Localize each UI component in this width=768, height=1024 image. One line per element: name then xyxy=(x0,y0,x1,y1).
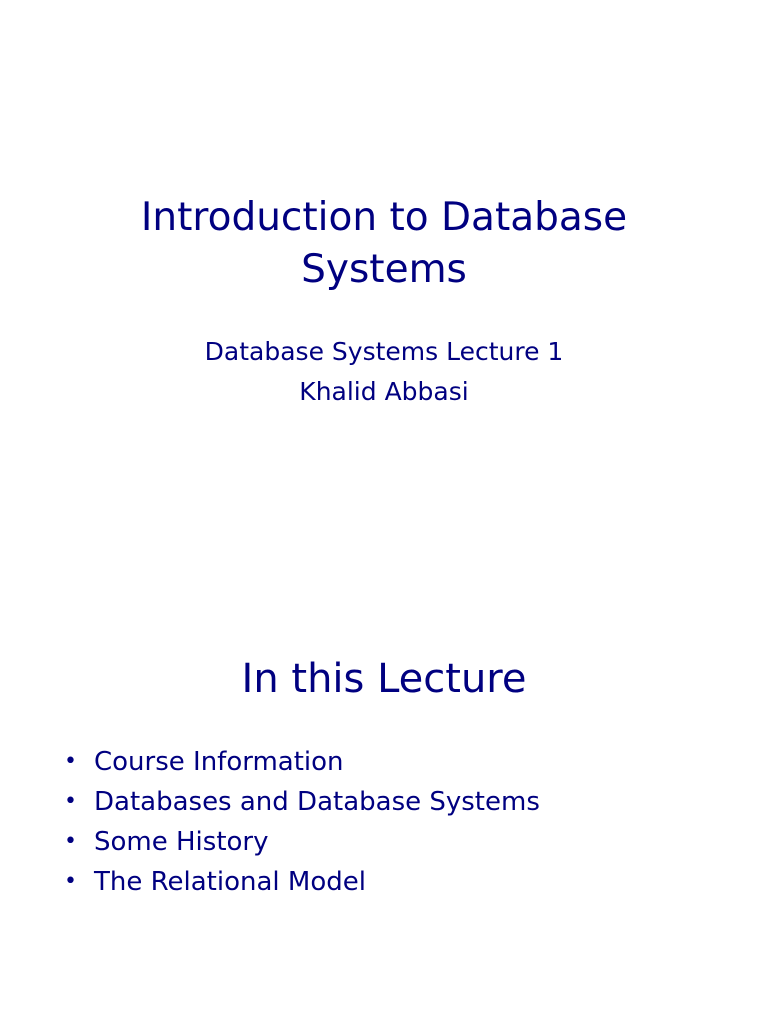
slide-title-heading xyxy=(0,192,768,296)
list-item-text: Course Information xyxy=(94,747,344,777)
list-item-text: Databases and Database Systems xyxy=(94,787,540,817)
author-name: Khalid Abbasi xyxy=(299,377,469,406)
lecture-subtitle: Database Systems Lecture 1 xyxy=(204,337,564,366)
list-item xyxy=(64,782,540,822)
list-item-text: Some History xyxy=(94,827,269,857)
title-line-2: Systems xyxy=(301,247,467,292)
list-item xyxy=(64,822,540,862)
agenda-list xyxy=(64,742,540,902)
subtitle-block xyxy=(0,332,768,412)
list-item-text: The Relational Model xyxy=(94,867,366,897)
bullet-dot-icon: • xyxy=(64,749,77,774)
list-item xyxy=(64,862,540,902)
slide-agenda xyxy=(0,512,768,1024)
list-item xyxy=(64,742,540,782)
bullet-dot-icon: • xyxy=(64,829,77,854)
agenda-heading: In this Lecture xyxy=(241,656,527,702)
bullet-dot-icon: • xyxy=(64,789,77,814)
title-line-1: Introduction to Database xyxy=(140,195,628,240)
bullet-dot-icon: • xyxy=(64,869,77,894)
